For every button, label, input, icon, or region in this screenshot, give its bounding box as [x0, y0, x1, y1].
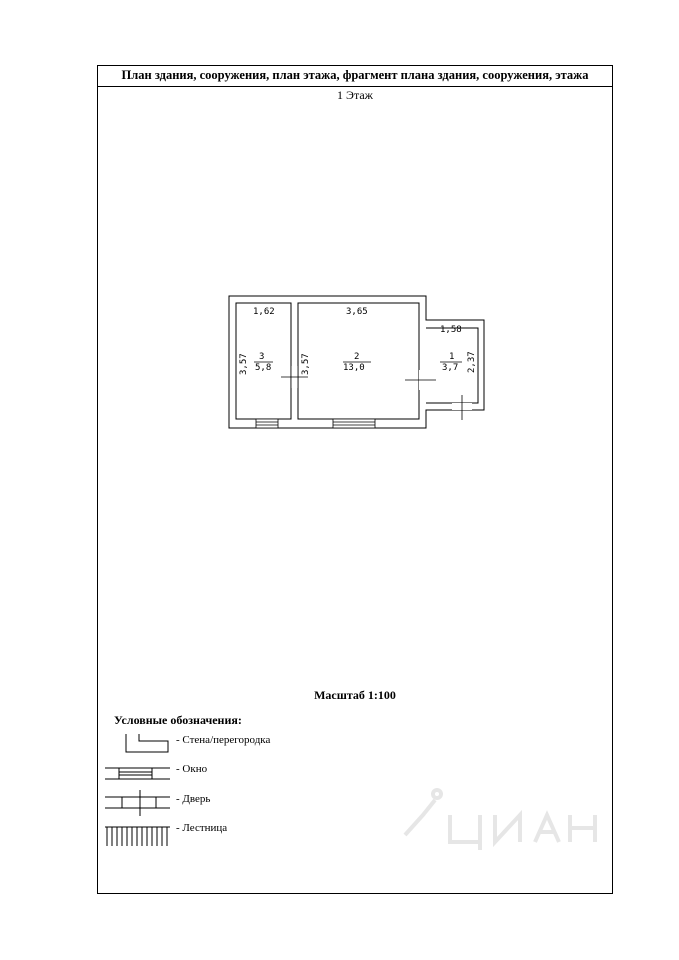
wall-symbol-icon	[126, 734, 168, 752]
page-title: План здания, сооружения, план этажа, фрагмент плана здания, сооружения, этажа	[98, 66, 612, 87]
room-2-length: 3,57	[301, 353, 311, 375]
room-1-width: 1,58	[440, 325, 462, 335]
stairs-symbol-icon	[105, 827, 170, 846]
window-symbol-icon	[105, 768, 170, 779]
legend-title: Условные обозначения:	[114, 713, 242, 727]
room-1-length: 2,37	[467, 351, 477, 373]
room-1-number: 1	[449, 352, 455, 362]
room-1-area: 3,7	[442, 363, 459, 373]
window-room-3	[256, 419, 278, 428]
legend-window-label: - Окно	[176, 763, 208, 775]
room-3-area: 5,8	[255, 363, 272, 373]
scale-label: Масштаб 1:100	[314, 688, 396, 702]
cian-logo-icon	[395, 780, 605, 855]
room-3-width: 1,62	[253, 307, 275, 317]
legend-stairs-label: - Лестница	[176, 822, 228, 834]
door-room-1-exit	[452, 395, 472, 420]
room-3-number: 3	[259, 352, 265, 362]
room-3-length: 3,57	[239, 353, 249, 375]
floor-label: 1 Этаж	[337, 88, 373, 102]
room-2-number: 2	[354, 352, 360, 362]
room-2-area: 13,0	[343, 363, 365, 373]
legend-door-label: - Дверь	[176, 793, 211, 805]
door-room-2-1	[405, 370, 436, 390]
door-symbol-icon	[105, 790, 170, 816]
window-room-2	[333, 419, 375, 428]
legend-wall-label: - Стена/перегородка	[176, 734, 271, 746]
room-2-width: 3,65	[346, 307, 368, 317]
